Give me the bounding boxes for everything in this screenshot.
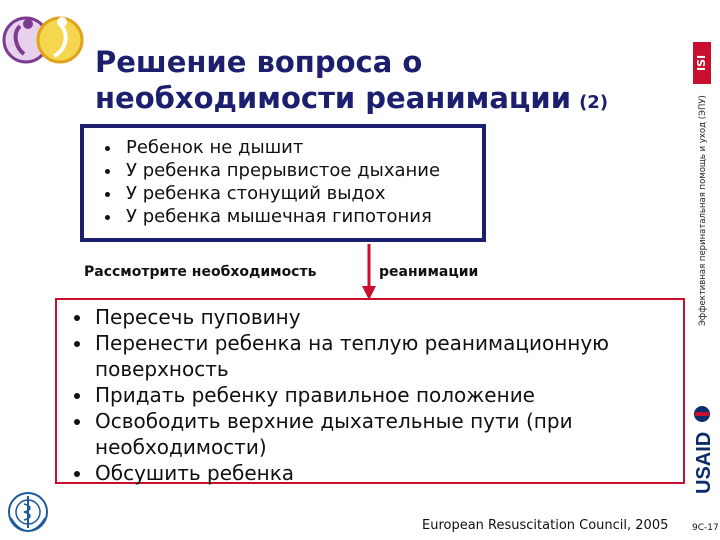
usaid-logo <box>692 400 718 500</box>
consider-label-left: Рассмотрите необходимость <box>84 264 317 280</box>
title-suffix: (2) <box>579 92 609 113</box>
actions-list <box>57 300 683 486</box>
action-item: • Освободить верхние дыхательные пути (при необходимости) <box>93 408 683 460</box>
action-item: • Перенести ребенка на теплую реанимационную поверхность <box>93 330 683 382</box>
assessment-item: • У ребенка прерывистое дыхание <box>122 159 482 182</box>
mother-child-logo <box>2 4 88 76</box>
action-item: • Пересечь пуповину <box>93 304 683 330</box>
slide-number: 9C-17 <box>692 523 719 533</box>
page-title <box>95 44 608 121</box>
footer-source: European Resuscitation Council, 2005 <box>422 518 669 533</box>
action-item: • Придать ребенку правильное положение <box>93 382 683 408</box>
assessment-item: • У ребенка стонущий выдох <box>122 182 482 205</box>
isi-logo: ISI <box>693 42 711 84</box>
title-line-1: Решение вопроса о <box>95 45 423 79</box>
who-emblem-icon <box>6 490 50 534</box>
sidebar-vertical-text: Эффективная перинатальная помощь и уход (ЭПУ) <box>698 95 708 326</box>
actions-box <box>55 298 685 484</box>
assessment-box <box>80 124 486 242</box>
assessment-list <box>84 128 482 228</box>
down-arrow-icon <box>362 244 376 300</box>
usaid-logo-text: USAID <box>693 431 715 494</box>
action-item: • Обсушить ребенка <box>93 460 683 486</box>
assessment-item: • У ребенка мышечная гипотония <box>122 205 482 228</box>
assessment-item: • Ребенок не дышит <box>122 136 482 159</box>
consider-label-right: реанимации <box>379 264 479 280</box>
title-line-2: необходимости реанимации <box>95 81 572 115</box>
